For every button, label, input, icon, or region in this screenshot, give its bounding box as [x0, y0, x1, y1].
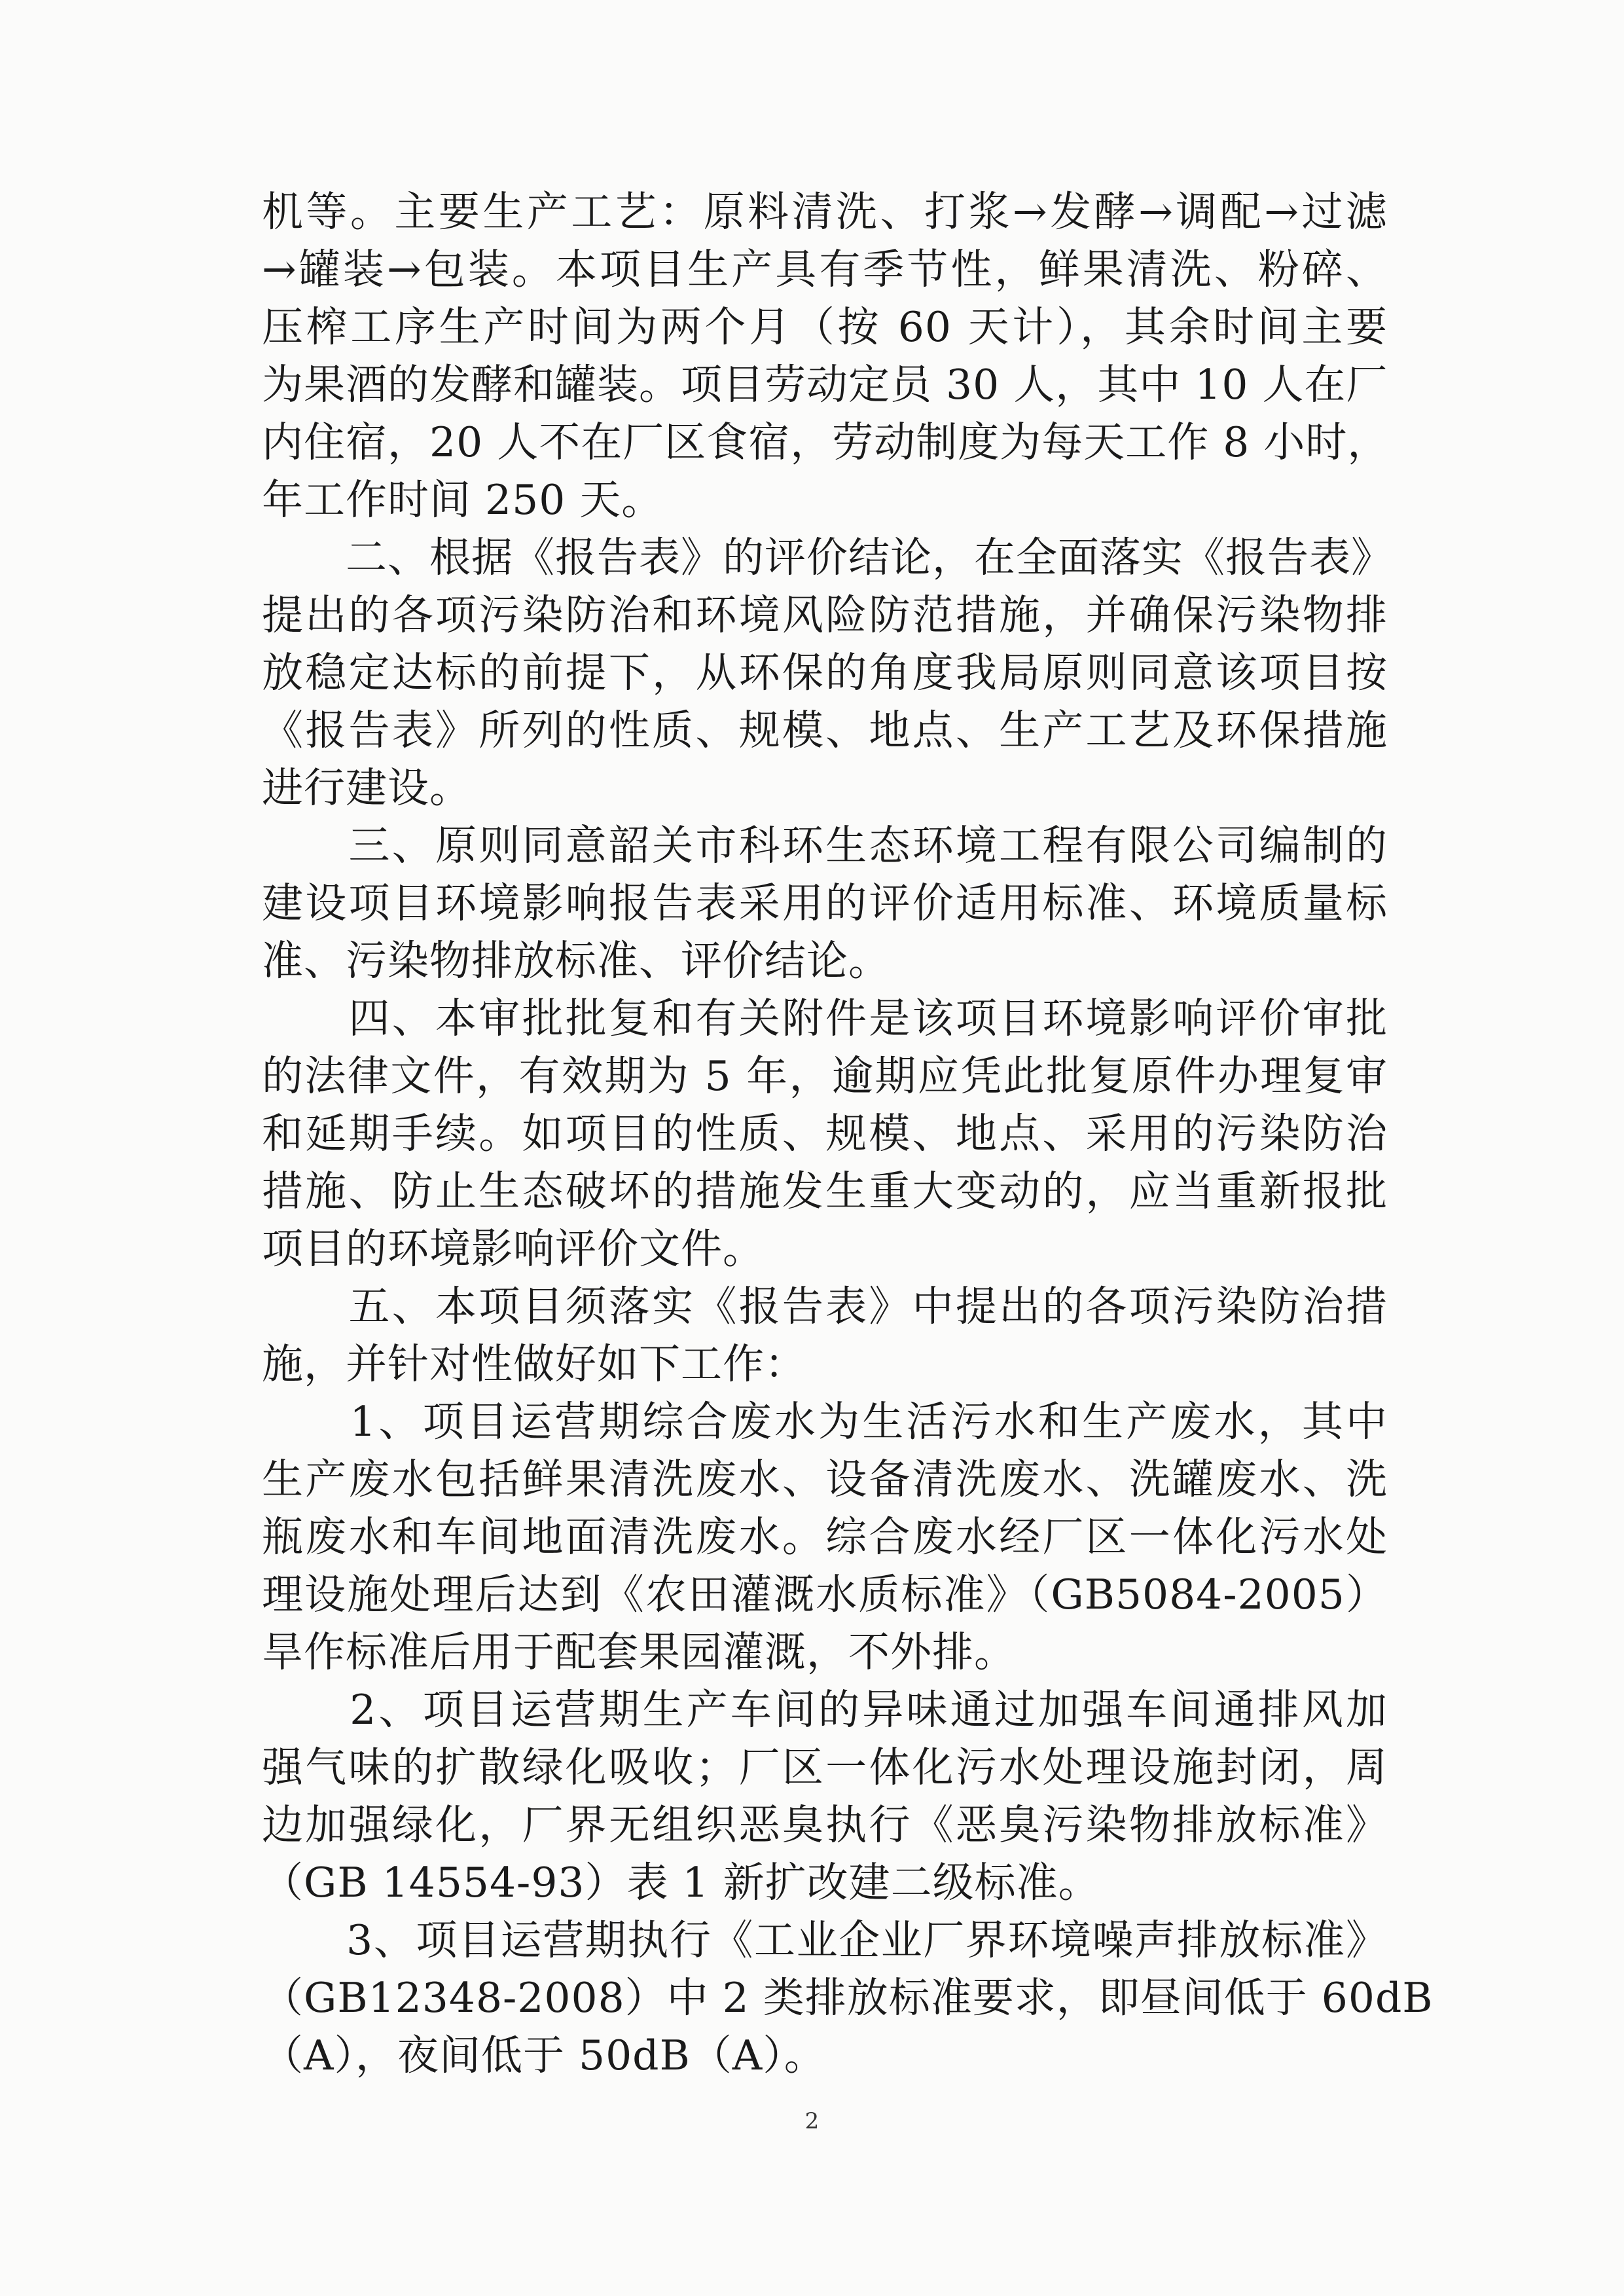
text-line: 提出的各项污染防治和环境风险防范措施，并确保污染物排 [262, 591, 1388, 639]
text-line: →罐装→包装。本项目生产具有季节性，鲜果清洗、粉碎、 [262, 246, 1388, 293]
text-line: 2、项目运营期生产车间的异味通过加强车间通排风加 [262, 1686, 1388, 1734]
text-line: 为果酒的发酵和罐装。项目劳动定员 30 人，其中 10 人在厂 [262, 361, 1388, 409]
text-line: 施，并针对性做好如下工作： [262, 1340, 806, 1388]
text-line: 瓶废水和车间地面清洗废水。综合废水经厂区一体化污水处 [262, 1513, 1388, 1561]
text-line: 《报告表》所列的性质、规模、地点、生产工艺及环保措施 [262, 706, 1388, 754]
text-line: 项目的环境影响评价文件。 [262, 1225, 765, 1273]
document-body [262, 183, 1434, 2085]
page-number: 2 [804, 2108, 820, 2134]
text-line: 的法律文件，有效期为 5 年，逾期应凭此批复原件办理复审 [262, 1052, 1388, 1100]
text-line: 四、本审批批复和有关附件是该项目环境影响评价审批 [262, 994, 1388, 1042]
text-line: 进行建设。 [262, 764, 471, 812]
text-line: 年工作时间 250 天。 [262, 476, 664, 524]
text-line: 生产废水包括鲜果清洗废水、设备清洗废水、洗罐废水、洗 [262, 1455, 1388, 1503]
text-line: （GB12348-2008）中 2 类排放标准要求，即昼间低于 60dB [262, 1974, 1434, 2022]
text-line: 边加强绿化，厂界无组织恶臭执行《恶臭污染物排放标准》 [262, 1801, 1388, 1849]
text-line: 三、原则同意韶关市科环生态环境工程有限公司编制的 [262, 822, 1388, 869]
text-line: 压榨工序生产时间为两个月（按 60 天计），其余时间主要 [262, 303, 1388, 351]
text-line: （A），夜间低于 50dB（A）。 [262, 2032, 826, 2079]
text-line: 放稳定达标的前提下，从环保的角度我局原则同意该项目按 [262, 649, 1388, 697]
text-line: 理设施处理后达到《农田灌溉水质标准》（GB5084-2005） [262, 1571, 1388, 1618]
text-line: 内住宿，20 人不在厂区食宿，劳动制度为每天工作 8 小时， [262, 418, 1390, 466]
text-line: 准、污染物排放标准、评价结论。 [262, 937, 890, 985]
text-line: 1、项目运营期综合废水为生活污水和生产废水，其中 [262, 1398, 1388, 1446]
text-line: 旱作标准后用于配套果园灌溉，不外排。 [262, 1628, 1016, 1676]
text-line: 二、根据《报告表》的评价结论，在全面落实《报告表》 [262, 534, 1393, 581]
text-line: 和延期手续。如项目的性质、规模、地点、采用的污染防治 [262, 1110, 1388, 1157]
text-line: （GB 14554-93）表 1 新扩改建二级标准。 [262, 1859, 1100, 1906]
text-line: 五、本项目须落实《报告表》中提出的各项污染防治措 [262, 1283, 1388, 1330]
text-line: 强气味的扩散绿化吸收；厂区一体化污水处理设施封闭，周 [262, 1743, 1388, 1791]
text-line: 建设项目环境影响报告表采用的评价适用标准、环境质量标 [262, 879, 1388, 927]
text-line: 机等。主要生产工艺：原料清洗、打浆→发酵→调配→过滤 [262, 188, 1388, 236]
text-line: 措施、防止生态破坏的措施发生重大变动的，应当重新报批 [262, 1167, 1388, 1215]
text-line: 3、项目运营期执行《工业企业厂界环境噪声排放标准》 [262, 1916, 1388, 1964]
